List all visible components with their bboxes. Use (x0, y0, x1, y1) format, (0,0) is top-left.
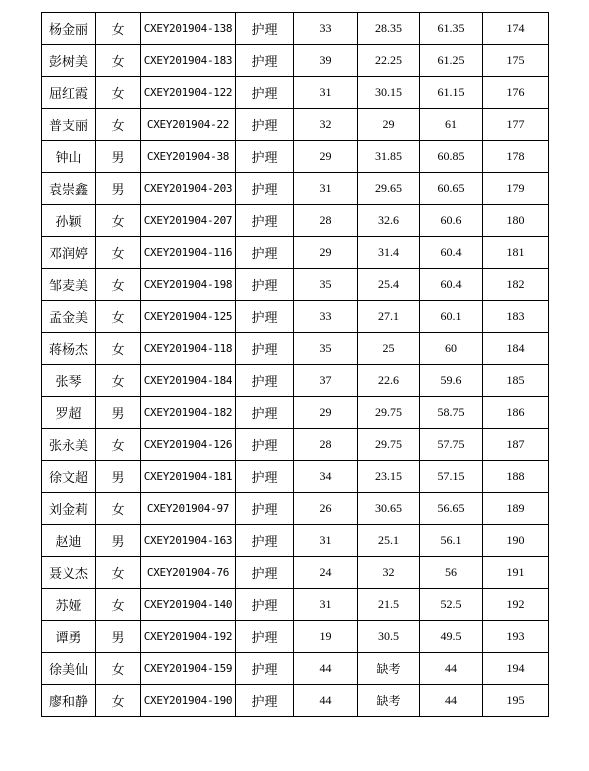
rank-cell: 191 (483, 557, 549, 589)
exam-id-cell: CXEY201904-190 (141, 685, 236, 717)
total-score-cell: 59.6 (420, 365, 483, 397)
major-cell: 护理 (236, 557, 294, 589)
score-1-cell: 31 (294, 589, 358, 621)
gender-cell: 男 (96, 397, 141, 429)
exam-id-cell: CXEY201904-198 (141, 269, 236, 301)
rank-cell: 180 (483, 205, 549, 237)
rank-cell: 192 (483, 589, 549, 621)
major-cell: 护理 (236, 621, 294, 653)
name-cell: 邹麦美 (42, 269, 96, 301)
gender-cell: 女 (96, 269, 141, 301)
exam-id-cell: CXEY201904-140 (141, 589, 236, 621)
score-2-cell: 缺考 (358, 685, 420, 717)
score-1-cell: 37 (294, 365, 358, 397)
major-cell: 护理 (236, 141, 294, 173)
major-cell: 护理 (236, 365, 294, 397)
table-row (42, 205, 549, 237)
gender-cell: 女 (96, 109, 141, 141)
exam-id-cell: CXEY201904-163 (141, 525, 236, 557)
major-cell: 护理 (236, 493, 294, 525)
name-cell: 张永美 (42, 429, 96, 461)
total-score-cell: 56.65 (420, 493, 483, 525)
rank-cell: 186 (483, 397, 549, 429)
score-2-cell: 30.65 (358, 493, 420, 525)
score-2-cell: 21.5 (358, 589, 420, 621)
rank-cell: 178 (483, 141, 549, 173)
exam-id-cell: CXEY201904-118 (141, 333, 236, 365)
table-row (42, 141, 549, 173)
score-1-cell: 33 (294, 13, 358, 45)
score-1-cell: 44 (294, 653, 358, 685)
rank-cell: 193 (483, 621, 549, 653)
name-cell: 邓润婷 (42, 237, 96, 269)
major-cell: 护理 (236, 45, 294, 77)
score-2-cell: 31.85 (358, 141, 420, 173)
exam-id-cell: CXEY201904-181 (141, 461, 236, 493)
score-2-cell: 22.6 (358, 365, 420, 397)
exam-id-cell: CXEY201904-122 (141, 77, 236, 109)
score-1-cell: 28 (294, 205, 358, 237)
exam-id-cell: CXEY201904-38 (141, 141, 236, 173)
score-2-cell: 29.75 (358, 429, 420, 461)
table-row (42, 365, 549, 397)
score-2-cell: 28.35 (358, 13, 420, 45)
score-2-cell: 23.15 (358, 461, 420, 493)
major-cell: 护理 (236, 333, 294, 365)
rank-cell: 182 (483, 269, 549, 301)
score-2-cell: 29.75 (358, 397, 420, 429)
table-row (42, 333, 549, 365)
score-2-cell: 22.25 (358, 45, 420, 77)
score-1-cell: 24 (294, 557, 358, 589)
gender-cell: 女 (96, 493, 141, 525)
score-1-cell: 32 (294, 109, 358, 141)
table-row (42, 301, 549, 333)
table-row (42, 589, 549, 621)
rank-cell: 179 (483, 173, 549, 205)
score-1-cell: 35 (294, 269, 358, 301)
exam-id-cell: CXEY201904-192 (141, 621, 236, 653)
total-score-cell: 61.15 (420, 77, 483, 109)
score-1-cell: 19 (294, 621, 358, 653)
rank-cell: 190 (483, 525, 549, 557)
name-cell: 赵迪 (42, 525, 96, 557)
total-score-cell: 52.5 (420, 589, 483, 621)
name-cell: 谭勇 (42, 621, 96, 653)
score-2-cell: 25.4 (358, 269, 420, 301)
score-1-cell: 31 (294, 77, 358, 109)
score-2-cell: 缺考 (358, 653, 420, 685)
major-cell: 护理 (236, 589, 294, 621)
table-row (42, 269, 549, 301)
gender-cell: 男 (96, 141, 141, 173)
score-1-cell: 33 (294, 301, 358, 333)
score-2-cell: 25 (358, 333, 420, 365)
exam-id-cell: CXEY201904-184 (141, 365, 236, 397)
name-cell: 普支丽 (42, 109, 96, 141)
table-row (42, 109, 549, 141)
total-score-cell: 56 (420, 557, 483, 589)
exam-id-cell: CXEY201904-183 (141, 45, 236, 77)
gender-cell: 女 (96, 13, 141, 45)
exam-id-cell: CXEY201904-116 (141, 237, 236, 269)
name-cell: 聂义杰 (42, 557, 96, 589)
gender-cell: 女 (96, 429, 141, 461)
score-2-cell: 29.65 (358, 173, 420, 205)
total-score-cell: 61.25 (420, 45, 483, 77)
gender-cell: 女 (96, 205, 141, 237)
total-score-cell: 60.65 (420, 173, 483, 205)
name-cell: 刘金莉 (42, 493, 96, 525)
rank-cell: 175 (483, 45, 549, 77)
major-cell: 护理 (236, 429, 294, 461)
exam-id-cell: CXEY201904-159 (141, 653, 236, 685)
name-cell: 廖和静 (42, 685, 96, 717)
major-cell: 护理 (236, 301, 294, 333)
table-row (42, 45, 549, 77)
name-cell: 苏娅 (42, 589, 96, 621)
major-cell: 护理 (236, 653, 294, 685)
exam-id-cell: CXEY201904-207 (141, 205, 236, 237)
score-1-cell: 34 (294, 461, 358, 493)
gender-cell: 女 (96, 333, 141, 365)
major-cell: 护理 (236, 13, 294, 45)
name-cell: 徐美仙 (42, 653, 96, 685)
score-1-cell: 44 (294, 685, 358, 717)
name-cell: 罗超 (42, 397, 96, 429)
score-2-cell: 25.1 (358, 525, 420, 557)
gender-cell: 男 (96, 173, 141, 205)
score-2-cell: 32.6 (358, 205, 420, 237)
table-row (42, 493, 549, 525)
gender-cell: 女 (96, 685, 141, 717)
exam-id-cell: CXEY201904-22 (141, 109, 236, 141)
total-score-cell: 60.4 (420, 269, 483, 301)
name-cell: 孙颖 (42, 205, 96, 237)
score-2-cell: 30.5 (358, 621, 420, 653)
rank-cell: 181 (483, 237, 549, 269)
name-cell: 袁崇鑫 (42, 173, 96, 205)
rank-cell: 189 (483, 493, 549, 525)
total-score-cell: 60.4 (420, 237, 483, 269)
rank-cell: 187 (483, 429, 549, 461)
gender-cell: 女 (96, 365, 141, 397)
exam-id-cell: CXEY201904-126 (141, 429, 236, 461)
total-score-cell: 57.75 (420, 429, 483, 461)
score-1-cell: 31 (294, 525, 358, 557)
name-cell: 钟山 (42, 141, 96, 173)
name-cell: 孟金美 (42, 301, 96, 333)
major-cell: 护理 (236, 525, 294, 557)
major-cell: 护理 (236, 77, 294, 109)
rank-cell: 174 (483, 13, 549, 45)
exam-id-cell: CXEY201904-138 (141, 13, 236, 45)
total-score-cell: 61 (420, 109, 483, 141)
total-score-cell: 56.1 (420, 525, 483, 557)
gender-cell: 男 (96, 525, 141, 557)
table-row (42, 461, 549, 493)
score-1-cell: 28 (294, 429, 358, 461)
gender-cell: 男 (96, 621, 141, 653)
exam-id-cell: CXEY201904-203 (141, 173, 236, 205)
rank-cell: 176 (483, 77, 549, 109)
rank-cell: 183 (483, 301, 549, 333)
score-1-cell: 29 (294, 141, 358, 173)
table-row (42, 621, 549, 653)
table-row (42, 429, 549, 461)
table-row (42, 525, 549, 557)
table-row (42, 397, 549, 429)
name-cell: 蒋杨杰 (42, 333, 96, 365)
name-cell: 徐文超 (42, 461, 96, 493)
major-cell: 护理 (236, 461, 294, 493)
rank-cell: 194 (483, 653, 549, 685)
total-score-cell: 60.6 (420, 205, 483, 237)
major-cell: 护理 (236, 237, 294, 269)
total-score-cell: 60.85 (420, 141, 483, 173)
table-row (42, 173, 549, 205)
major-cell: 护理 (236, 173, 294, 205)
score-2-cell: 29 (358, 109, 420, 141)
total-score-cell: 60.1 (420, 301, 483, 333)
exam-id-cell: CXEY201904-182 (141, 397, 236, 429)
total-score-cell: 61.35 (420, 13, 483, 45)
name-cell: 杨金丽 (42, 13, 96, 45)
score-2-cell: 27.1 (358, 301, 420, 333)
name-cell: 屈红霞 (42, 77, 96, 109)
gender-cell: 女 (96, 653, 141, 685)
gender-cell: 女 (96, 589, 141, 621)
major-cell: 护理 (236, 397, 294, 429)
exam-id-cell: CXEY201904-76 (141, 557, 236, 589)
table-row (42, 13, 549, 45)
major-cell: 护理 (236, 685, 294, 717)
exam-id-cell: CXEY201904-97 (141, 493, 236, 525)
gender-cell: 女 (96, 77, 141, 109)
rank-cell: 188 (483, 461, 549, 493)
rank-cell: 177 (483, 109, 549, 141)
table-row (42, 77, 549, 109)
gender-cell: 女 (96, 301, 141, 333)
score-1-cell: 39 (294, 45, 358, 77)
gender-cell: 女 (96, 237, 141, 269)
score-table-body (42, 13, 549, 717)
major-cell: 护理 (236, 109, 294, 141)
gender-cell: 女 (96, 557, 141, 589)
table-row (42, 653, 549, 685)
gender-cell: 女 (96, 45, 141, 77)
major-cell: 护理 (236, 205, 294, 237)
score-1-cell: 29 (294, 397, 358, 429)
name-cell: 彭树美 (42, 45, 96, 77)
total-score-cell: 60 (420, 333, 483, 365)
total-score-cell: 58.75 (420, 397, 483, 429)
score-1-cell: 35 (294, 333, 358, 365)
score-2-cell: 30.15 (358, 77, 420, 109)
major-cell: 护理 (236, 269, 294, 301)
table-row (42, 685, 549, 717)
rank-cell: 195 (483, 685, 549, 717)
total-score-cell: 44 (420, 685, 483, 717)
rank-cell: 184 (483, 333, 549, 365)
table-row (42, 237, 549, 269)
score-1-cell: 31 (294, 173, 358, 205)
gender-cell: 男 (96, 461, 141, 493)
score-2-cell: 32 (358, 557, 420, 589)
total-score-cell: 44 (420, 653, 483, 685)
score-1-cell: 26 (294, 493, 358, 525)
rank-cell: 185 (483, 365, 549, 397)
total-score-cell: 49.5 (420, 621, 483, 653)
name-cell: 张琴 (42, 365, 96, 397)
table-row (42, 557, 549, 589)
score-table (41, 12, 549, 717)
exam-id-cell: CXEY201904-125 (141, 301, 236, 333)
score-1-cell: 29 (294, 237, 358, 269)
total-score-cell: 57.15 (420, 461, 483, 493)
score-2-cell: 31.4 (358, 237, 420, 269)
